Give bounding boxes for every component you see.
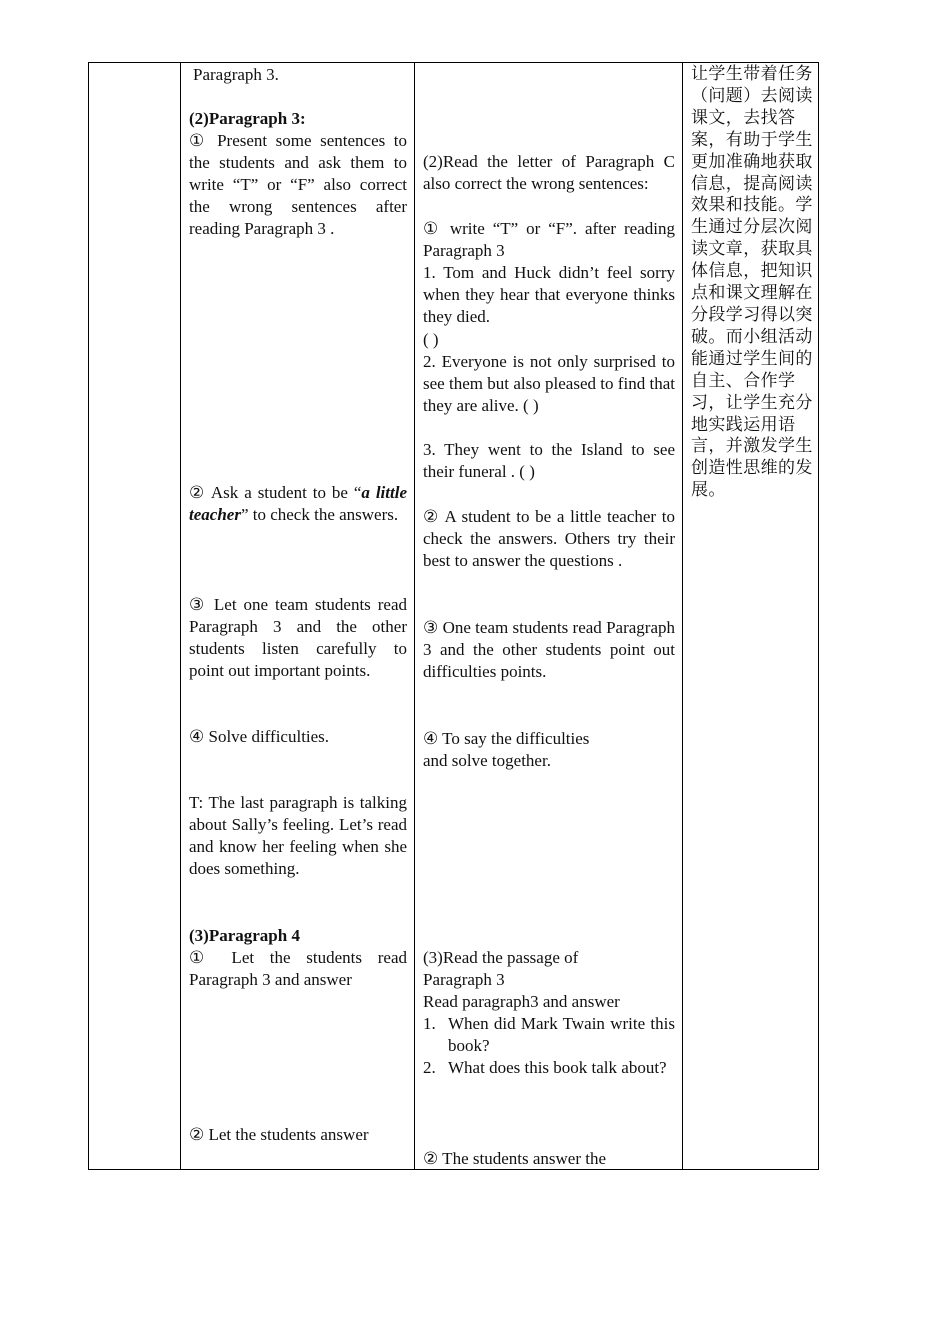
- teacher-step: ② Ask a student to be “a little teacher” to check the answers.: [189, 483, 407, 524]
- student-step: ① write “T” or “F”. after reading Paragraph 3: [423, 219, 675, 260]
- teacher-step: ① Present some sentences to the students and ask them to write “T” or “F” also correct the wrong sentences after reading Paragraph 3 .: [189, 131, 407, 238]
- teacher-step: ④ Solve difficulties.: [189, 727, 330, 746]
- comprehension-question: 2. What does this book talk about?: [423, 1058, 667, 1077]
- student-step: (2)Read the letter of Paragraph C also correct the wrong sentences:: [423, 152, 675, 193]
- step-column: [89, 63, 180, 1169]
- teacher-activity-column: [181, 63, 415, 1169]
- teacher-step: ③ Let one team students read Paragraph 3 and the other students listen carefully to point out important points.: [189, 595, 407, 680]
- student-step: (3)Read the passage of Paragraph 3 Read paragraph3 and answer 1. When did Mark Twain write this book? 2. What does this book talk about?: [423, 948, 675, 1077]
- student-step: ④ To say the difficulties and solve together.: [423, 729, 590, 770]
- purpose-column: [683, 63, 820, 1169]
- student-step: ③ One team students read Paragraph 3 and the other students point out difficulties points.: [423, 618, 675, 681]
- answer-blank: ( ): [423, 330, 439, 349]
- paragraph-ref: Paragraph 3.: [193, 65, 279, 84]
- student-step: ② A student to be a little teacher to check the answers. Others try their best to answer the questions .: [423, 507, 675, 570]
- teacher-step: ① Let the students read Paragraph 3 and answer: [189, 948, 407, 989]
- section-heading: (2)Paragraph 3:: [189, 109, 306, 128]
- little-teacher-emphasis: a little teacher: [189, 483, 407, 524]
- student-activity-column: [415, 63, 683, 1169]
- teacher-step: ② Let the students answer: [189, 1125, 369, 1144]
- tf-question: 1. Tom and Huck didn’t feel sorry when they hear that everyone thinks they died.: [423, 263, 675, 326]
- tf-question: 3. They went to the Island to see their funeral . ( ): [423, 440, 675, 481]
- comprehension-question: 1. When did Mark Twain write this book?: [423, 1014, 675, 1055]
- purpose-text: 让学生带着任务（问题）去阅读课文，去找答案，有助于学生更加准确地获取信息，提高阅读效果和技能。学生通过分层次阅读文章，获取具体信息，把知识点和课文理解在分段学习得以突破。而小组活动能通过学生间的自主、合作学习，让学生充分地实践运用语言，并激发学生创造性思维的发展。: [691, 64, 813, 501]
- section-heading: (3)Paragraph 4: [189, 926, 300, 945]
- teacher-note: T: The last paragraph is talking about Sally’s feeling. Let’s read and know her feeling when she does something.: [189, 793, 407, 878]
- tf-question: 2. Everyone is not only surprised to see them but also pleased to find that they are alive. ( ): [423, 352, 675, 415]
- student-step: ② The students answer the: [423, 1149, 606, 1168]
- lesson-plan-table: [88, 62, 819, 1170]
